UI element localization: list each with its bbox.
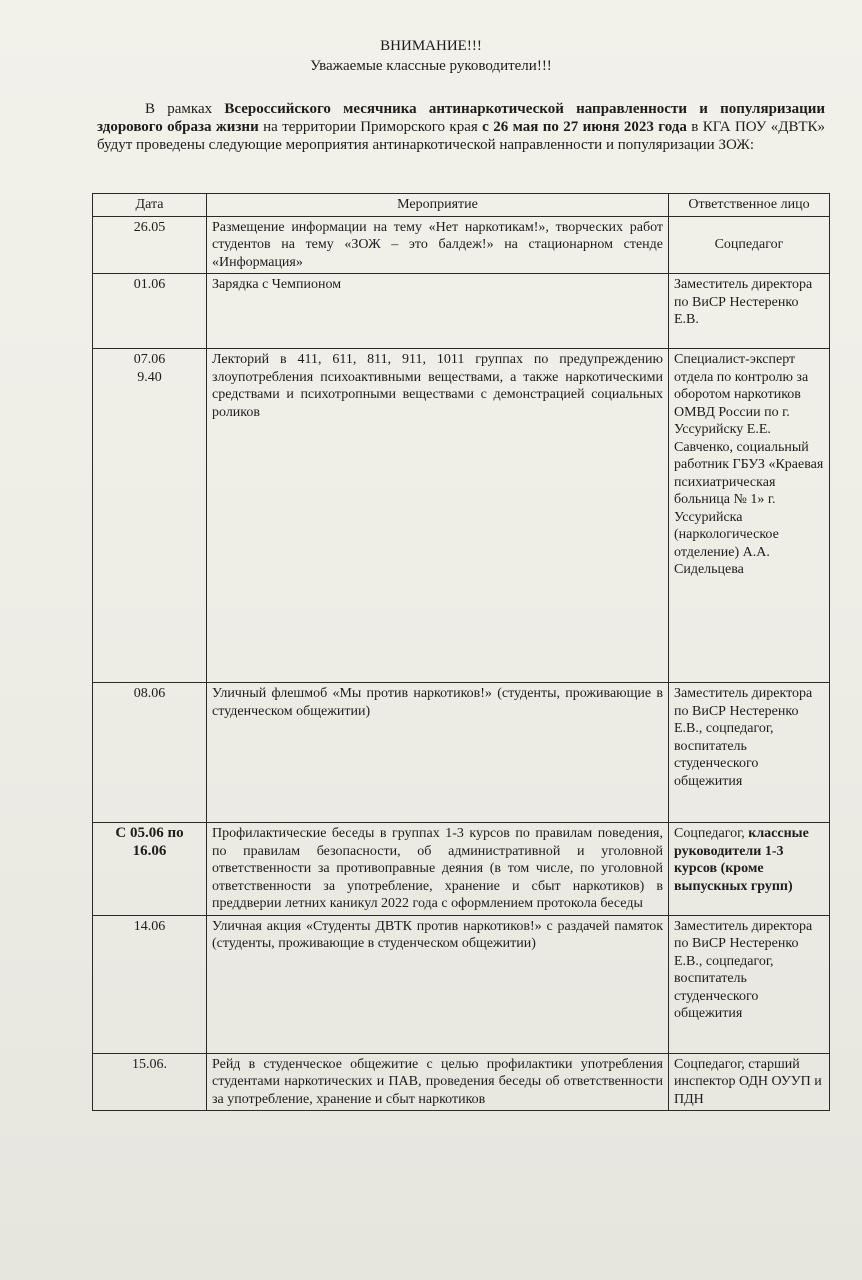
table-row xyxy=(93,1053,830,1111)
header-person: Ответственное лицо xyxy=(669,194,830,217)
row-person-cell xyxy=(669,823,830,916)
table-row xyxy=(93,274,830,349)
intro-text-2: на территории Приморского края xyxy=(258,119,483,135)
row-date: 01.06 xyxy=(93,274,207,349)
row-date: 07.06 xyxy=(133,352,166,367)
intro-bold-2: с 26 мая по 27 июня 2023 года xyxy=(482,119,687,135)
row-date: 08.06 xyxy=(93,683,207,823)
page-title: ВНИМАНИЕ!!! xyxy=(380,38,482,54)
row-time: 9.40 xyxy=(137,369,162,385)
intro-bold-1: Всероссийского месячника антинаркотической направленности и популяризации здорового образа жизни xyxy=(97,101,826,135)
page-subtitle: Уважаемые классные руководители!!! xyxy=(310,58,552,74)
row-person: Специалист-эксперт отдела по контролю за оборотом наркотиков ОМВД России по г. Уссурийску Е.Е. Савченко, социальный работник ГБУЗ «Краевая психиатрическая больница № 1» г. Уссурийска (наркологическое отделение) А.А. Сидельцева xyxy=(669,349,830,683)
header-date: Дата xyxy=(93,194,207,217)
events-table xyxy=(92,193,830,1111)
row-person: Соцпедагог xyxy=(669,216,830,274)
intro-text-3: в КГА ПОУ «ДВТК» будут проведены следующие мероприятия антинаркотической направленности и популяризации ЗОЖ: xyxy=(97,119,826,153)
row-event: Лекторий в 411, 611, 811, 911, 1011 группах по предупреждению злоупотребления психоактивными веществами, а также наркотическими средствами и психотропными веществами с демонстрацией социальных роликов xyxy=(207,349,669,683)
row-event: Размещение информации на тему «Нет наркотикам!», творческих работ студентов на тему «ЗОЖ – это балдеж!» на стационарном стенде «Информация» xyxy=(207,216,669,274)
row-event: Уличная акция «Студенты ДВТК против наркотиков!» с раздачей памяток (студенты, проживающие в студенческом общежитии) xyxy=(207,915,669,1053)
row-event: Зарядка с Чемпионом xyxy=(207,274,669,349)
row-event: Рейд в студенческое общежитие с целью профилактики употребления студентами наркотических и ПАВ, проведения беседы об ответственности за употребление, хранение и сбыт наркотиков xyxy=(207,1053,669,1111)
row-person: Соцпедагог, старший инспектор ОДН ОУУП и ПДН xyxy=(669,1053,830,1111)
row-date: С 05.06 по 16.06 xyxy=(93,823,207,916)
row-date: 26.05 xyxy=(93,216,207,274)
table-header-row xyxy=(93,194,830,217)
row-person-bold: классные руководители 1-3 курсов (кроме выпускных групп) xyxy=(674,826,809,894)
table-row xyxy=(93,823,830,916)
intro-text-1: В рамках xyxy=(145,101,225,117)
row-date: 14.06 xyxy=(93,915,207,1053)
row-person: Заместитель директора по ВиСР Нестеренко Е.В. xyxy=(669,274,830,349)
row-event: Профилактические беседы в группах 1-3 курсов по правилам поведения, по правилам безопасности, об административной и уголовной ответственности за противоправные деяния (в том числе, по уголовной ответственности за употребление, хранение и сбыт наркотиков) в преддверии летних каникул 2022 года с оформлением протокола беседы xyxy=(207,823,669,916)
table-row xyxy=(93,915,830,1053)
row-person: Заместитель директора по ВиСР Нестеренко Е.В., соцпедагог, воспитатель студенческого общежития xyxy=(669,915,830,1053)
row-date: 15.06. xyxy=(93,1053,207,1111)
header-event: Мероприятие xyxy=(207,194,669,217)
table-row xyxy=(93,349,830,683)
row-date-cell xyxy=(93,349,207,683)
row-person: Заместитель директора по ВиСР Нестеренко Е.В., соцпедагог, воспитатель студенческого общежития xyxy=(669,683,830,823)
table-row xyxy=(93,683,830,823)
table-row xyxy=(93,216,830,274)
row-person: Соцпедагог, xyxy=(674,826,745,841)
intro-paragraph xyxy=(97,100,825,154)
row-event: Уличный флешмоб «Мы против наркотиков!» (студенты, проживающие в студенческом общежитии) xyxy=(207,683,669,823)
